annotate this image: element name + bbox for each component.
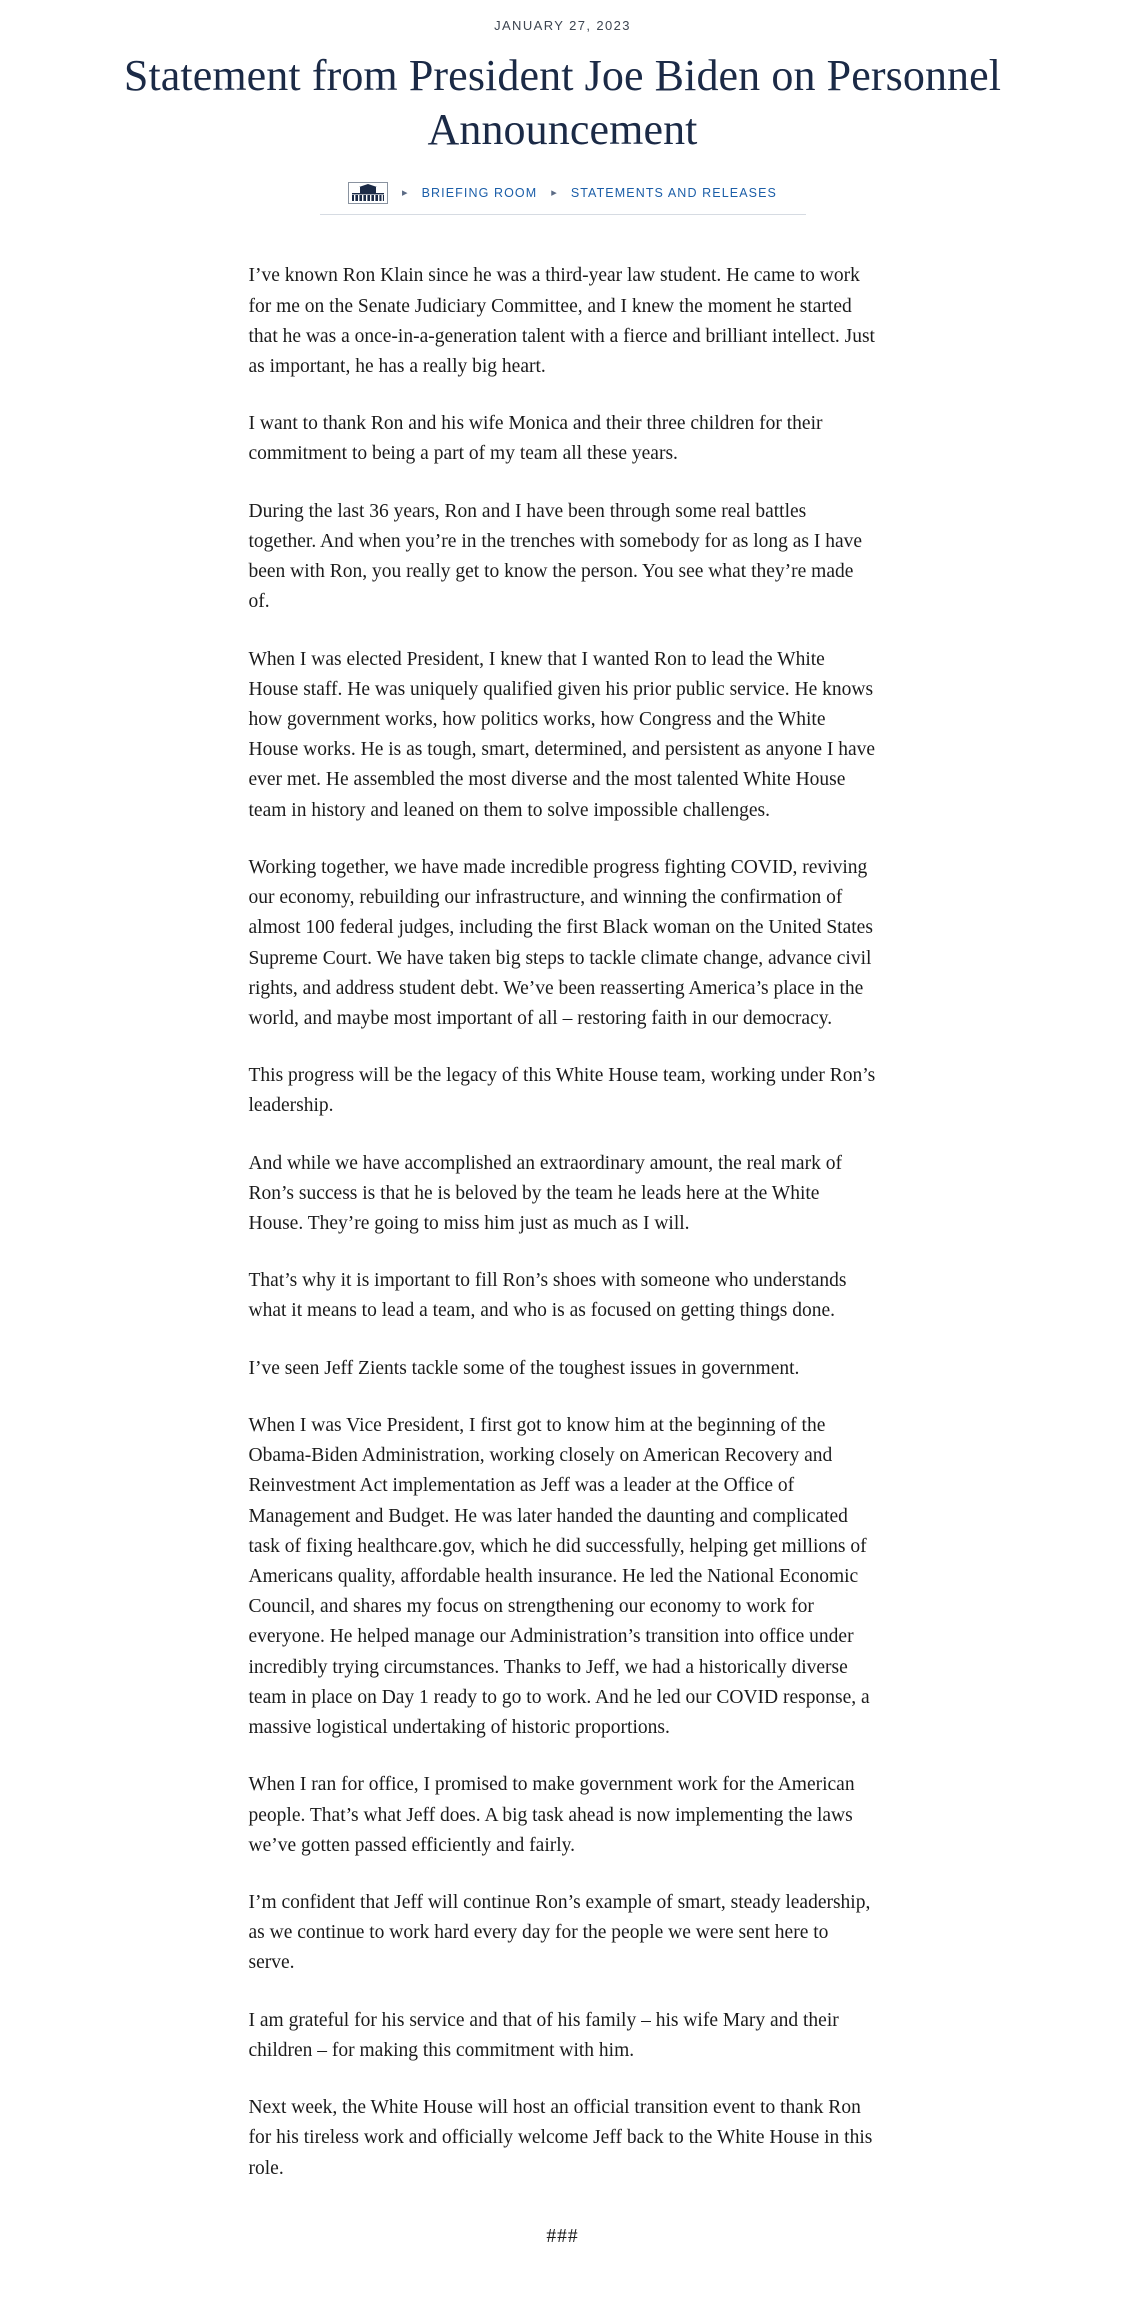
- paragraph: During the last 36 years, Ron and I have been through some real battles together. And when you’re in the trenches with somebody for as long as I have been with Ron, you really get to know the person. You see what they’re made of.: [248, 500, 863, 613]
- breadcrumb-item-statements-and-releases[interactable]: STATEMENTS AND RELEASES: [570, 186, 777, 201]
- paragraph: That’s why it is important to fill Ron’s shoes with someone who understands what it means to lead a team, and who is as focused on getting things done.: [248, 1270, 847, 1322]
- paragraph: I’ve known Ron Klain since he was a third-year law student. He came to work for me on the Senate Judiciary Committee, and I knew the moment he started that he was a once-in-a-generation talent with a fierce and brilliant intellect. Just as important, he has a really big heart.: [248, 265, 875, 377]
- paragraph: I’ve seen Jeff Zients tackle some of the toughest issues in government.: [248, 1357, 800, 1379]
- breadcrumb-container: [0, 182, 1125, 215]
- white-house-icon[interactable]: [348, 182, 388, 204]
- paragraph: And while we have accomplished an extraordinary amount, the real mark of Ron’s success is that he is beloved by the team he leads here at the White House. They’re going to miss him just as much as I will.: [248, 1152, 842, 1235]
- article-body: [249, 261, 877, 2183]
- paragraph: I am grateful for his service and that of his family – his wife Mary and their children – for making this commitment with him.: [248, 2009, 839, 2061]
- paragraph: When I ran for office, I promised to make government work for the American people. That’s what Jeff does. A big task ahead is now implementing the laws we’ve gotten passed efficiently and fairly.: [248, 1774, 855, 1856]
- paragraph: I want to thank Ron and his wife Monica and their three children for their commitment to being a part of my team all these years.: [248, 413, 823, 465]
- end-mark: ###: [546, 2225, 579, 2247]
- breadcrumb-item-briefing-room[interactable]: BRIEFING ROOM: [421, 186, 538, 201]
- paragraph: Next week, the White House will host an official transition event to thank Ron for his tireless work and officially welcome Jeff back to the White House in this role.: [248, 2097, 873, 2179]
- paragraph: When I was elected President, I knew that I wanted Ron to lead the White House staff. He was uniquely qualified given his prior public service. He knows how government works, how politics works, how Congress and the White House works. He is as tough, smart, determined, and persistent as anyone I have ever met. He assembled the most diverse and the most talented White House team in history and leaned on them to solve impossible challenges.: [248, 648, 876, 821]
- paragraph: Working together, we have made incredible progress fighting COVID, reviving our economy, rebuilding our infrastructure, and winning the confirmation of almost 100 federal judges, including the first Black woman on the United States Supreme Court. We have taken big steps to tackle climate change, advance civil rights, and address student debt. We’ve been reasserting America’s place in the world, and maybe most important of all – restoring faith in our democracy.: [248, 856, 873, 1029]
- chevron-right-icon: ▸: [402, 186, 408, 199]
- page-title: Statement from President Joe Biden on Personnel Announcement: [123, 51, 1002, 154]
- chevron-right-icon: ▸: [551, 186, 557, 199]
- paragraph: I’m confident that Jeff will continue Ron’s example of smart, steady leadership, as we continue to work hard every day for the people we were sent here to serve.: [248, 1891, 871, 1974]
- publish-date: JANUARY 27, 2023: [494, 18, 631, 33]
- paragraph: When I was Vice President, I first got to know him at the beginning of the Obama-Biden Administration, working closely on American Recovery and Reinvestment Act implementation as Jeff was a leader at the Office of Management and Budget. He was later handed the daunting and complicated task of fixing healthcare.gov, which he did successfully, helping get millions of Americans quality, affordable health insurance. He led the National Economic Council, and shares my focus on strengthening our economy to work for everyone. He helped manage our Administration’s transition into office under incredibly trying circumstances. Thanks to Jeff, we had a historically diverse team in place on Day 1 ready to go to work. And he led our COVID response, a massive logistical undertaking of historic proportions.: [248, 1414, 870, 1739]
- breadcrumb: [320, 182, 806, 215]
- paragraph: This progress will be the legacy of this White House team, working under Ron’s leadership.: [248, 1065, 876, 1117]
